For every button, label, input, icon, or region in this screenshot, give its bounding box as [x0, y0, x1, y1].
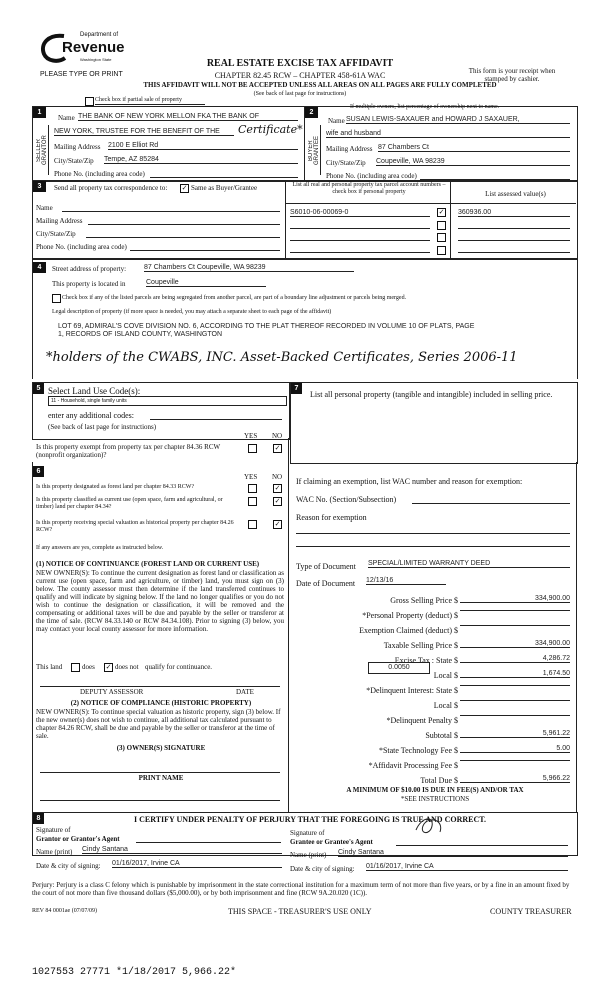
calc-row-label: Gross Selling Price $: [390, 596, 458, 605]
deputy-date-label: DATE: [236, 688, 254, 696]
q-forest-land: Is this property designated as forest land per chapter 84.33 RCW?: [36, 484, 195, 490]
parcel-number[interactable]: S6010-06-00069-0: [290, 209, 430, 217]
receipt-note: This form is your receipt when stamped by cashier.: [468, 67, 556, 83]
revenue-logo: [38, 30, 128, 70]
handwritten-legal: *holders of the CWABS, INC. Asset-Backed Certificates, Series 2006-11: [46, 350, 518, 365]
q-forest-yes[interactable]: [248, 484, 257, 493]
exemption-claim-text: If claiming an exemption, list WAC number and reason for exemption:: [296, 477, 523, 486]
calc-row-value[interactable]: 5.00: [460, 745, 570, 753]
property-street[interactable]: 87 Chambers Ct Coupeville, WA 98239: [144, 264, 354, 272]
section5-no-header: NO: [272, 432, 283, 440]
grantor-signature-line[interactable]: [136, 842, 281, 843]
calc-row-label: *Delinquent Penalty $: [386, 716, 458, 725]
dept-sub: Washington State: [80, 57, 112, 62]
dept-main: Revenue: [62, 39, 125, 56]
legal-line2: 1, RECORDS OF ISLAND COUNTY, WASHINGTON: [58, 331, 223, 338]
land-does-not-checkbox[interactable]: ✓: [105, 663, 112, 671]
grantee-agent-label: Grantee or Grantee's Agent: [290, 838, 373, 846]
section6-no-header: NO: [272, 473, 283, 481]
property-located[interactable]: Coupeville: [146, 279, 266, 287]
calc-row-value[interactable]: [460, 760, 570, 761]
buyer-city[interactable]: Coupeville, WA 98239: [376, 158, 570, 166]
street-label: Street address of property:: [52, 265, 127, 273]
seller-name-line1[interactable]: THE BANK OF NEW YORK MELLON FKA THE BANK OF: [78, 113, 298, 121]
wac-number[interactable]: [412, 503, 570, 504]
same-as-buyer-label: Same as Buyer/Grantee: [191, 184, 258, 192]
seller-address-label: Mailing Address: [54, 143, 101, 151]
seller-phone-label: Phone No. (including area code): [54, 170, 145, 178]
calc-row-value[interactable]: [460, 700, 570, 701]
seller-city-label: City/State/Zip: [54, 157, 94, 165]
same-as-buyer-checkbox[interactable]: ✓: [181, 184, 188, 192]
perjury-statement: Perjury: Perjury is a class C felony which is punishable by imprisonment in the state correctional institution for a maximum term of not more than five years, or by a fine in an amount fixed by the court of not more than five thousand dollars ($5,000.00), or by both imprisonment and fine (RCW 9A.20.020 (1C)).: [32, 881, 570, 897]
grantor-date-city[interactable]: 01/16/2017, Irvine CA: [112, 860, 282, 868]
calc-row-label: Excise Tax : State $: [394, 656, 458, 665]
calc-row: [296, 685, 574, 697]
seller-name-line2[interactable]: NEW YORK, TRUSTEE FOR THE BENEFIT OF THE: [54, 128, 234, 136]
located-label: This property is located in: [52, 280, 126, 288]
parcel-header: List all real and personal property tax parcel account numbers – check box if personal property: [292, 182, 446, 195]
partial-sale-label: Check box if partial sale of property: [95, 97, 205, 105]
form-chapter: CHAPTER 82.45 RCW – CHAPTER 458-61A WAC: [214, 71, 386, 80]
see-instructions-note: *SEE INSTRUCTIONS: [400, 795, 470, 803]
grantee-signature-line[interactable]: [396, 845, 568, 846]
q-historical: Is this property receiving special valuation as historical property per chapter 84.26 RCW?: [36, 520, 234, 533]
parcel-personal-checkbox-4[interactable]: [437, 246, 446, 255]
receipt-stamp: 1027553 27771 *1/18/2017 5,966.22*: [32, 967, 237, 978]
calc-row-value[interactable]: 1,674.50: [460, 670, 570, 678]
calc-row-value[interactable]: [460, 625, 570, 626]
buyer-phone-label: Phone No. (including area code): [326, 172, 417, 180]
q-forest-no[interactable]: ✓: [274, 484, 281, 492]
grantee-signature-mark: [410, 814, 450, 838]
buyer-side-label: BUYER GRANTEE: [308, 136, 320, 166]
grantee-sig-label: Signature of: [290, 829, 325, 837]
corr-city-label: City/State/Zip: [36, 230, 76, 238]
calc-row: [296, 610, 574, 622]
exemption-reason-label: Reason for exemption: [296, 513, 367, 522]
land-does-label: does: [82, 663, 95, 671]
qualify-label: qualify for continuance.: [145, 663, 213, 671]
calc-row-label: *Delinquent Interest: State $: [366, 686, 458, 695]
calc-row-label: Exemption Claimed (deduct) $: [359, 626, 458, 635]
grantor-agent-label: Grantor or Grantor's Agent: [36, 835, 120, 843]
land-use-see-back: (See back of last page for instructions): [48, 423, 157, 431]
notice-continuance-title: (1) NOTICE OF CONTINUANCE (FOREST LAND OR CURRENT USE): [36, 560, 260, 568]
legal-label: Legal description of property (if more space is needed, you may attach a separate sheet to each page of the affidavit): [52, 309, 332, 315]
local-rate: 0.0050: [388, 664, 410, 671]
exemption-reason-line1[interactable]: [296, 533, 570, 534]
doc-date[interactable]: 12/13/16: [366, 577, 446, 585]
corr-city[interactable]: [86, 237, 280, 238]
additional-codes-label: enter any additional codes:: [48, 411, 134, 420]
corr-address[interactable]: [88, 224, 280, 225]
section-4-number: 4: [33, 262, 46, 273]
calc-row: [296, 625, 574, 637]
rev-number: REV 84 0001ae (07/07/09): [32, 908, 98, 914]
assessed-header: List assessed value(s): [485, 190, 546, 198]
parcel-number-2[interactable]: [290, 228, 430, 229]
seller-side-label: SELLER GRANTOR: [36, 135, 48, 166]
assessed-value-2[interactable]: [458, 228, 570, 229]
corr-name-label: Name: [36, 204, 53, 212]
if-any-yes: If any answers are yes, complete as instructed below.: [36, 545, 164, 551]
section-8-number: 8: [33, 813, 44, 824]
section-3-number: 3: [33, 181, 46, 192]
calc-row-value[interactable]: [460, 610, 570, 611]
calc-row-value[interactable]: 334,900.00: [460, 640, 570, 648]
treasurer-use: THIS SPACE - TREASURER'S USE ONLY: [228, 907, 372, 916]
parcel-personal-checkbox-2[interactable]: [437, 221, 446, 230]
calc-row: [296, 655, 574, 667]
grantor-name-label: Name (print): [36, 848, 73, 856]
partial-sale-checkbox[interactable]: [85, 97, 94, 106]
buyer-address[interactable]: 87 Chambers Ct: [378, 144, 570, 152]
calc-row-label: Total Due $: [420, 776, 458, 785]
calc-row: [296, 715, 574, 727]
calc-row-label: *Affidavit Processing Fee $: [368, 761, 458, 770]
grantee-date-label: Date & city of signing:: [290, 865, 355, 873]
parcel-number-3[interactable]: [290, 240, 430, 241]
wac-label: WAC No. (Section/Subsection): [296, 495, 397, 504]
see-back-note: (See back of last page for instructions): [253, 91, 347, 97]
minimum-due-note: A MINIMUM OF $10.00 IS DUE IN FEE(S) AND/OR TAX: [346, 786, 524, 794]
corr-phone[interactable]: [130, 250, 280, 251]
seller-name-label: Name: [58, 114, 75, 122]
parcel-number-4[interactable]: [290, 252, 430, 253]
doc-date-label: Date of Document: [296, 579, 356, 588]
exempt-question: Is this property exempt from property tax per chapter 84.36 RCW (nonprofit organization)?: [36, 443, 220, 459]
doc-type[interactable]: SPECIAL/LIMITED WARRANTY DEED: [368, 560, 570, 568]
section-5-number: 5: [33, 383, 44, 394]
form-warning: THIS AFFIDAVIT WILL NOT BE ACCEPTED UNLESS ALL AREAS ON ALL PAGES ARE FULLY COMPLETED: [143, 81, 497, 89]
calc-row-value[interactable]: 5,966.22: [460, 775, 570, 783]
print-name-line[interactable]: [40, 800, 280, 801]
buyer-name-label: Name: [328, 117, 345, 125]
land-use-code[interactable]: 11 - Household, single family units: [48, 396, 287, 406]
dept-top: Department of: [80, 32, 119, 38]
corr-name[interactable]: [62, 211, 280, 212]
calc-row-value[interactable]: [460, 715, 570, 716]
assessed-value-4[interactable]: [458, 252, 570, 253]
calc-row-value[interactable]: 4,286.72: [460, 655, 570, 663]
corr-address-label: Mailing Address: [36, 217, 83, 225]
deputy-assessor-label: DEPUTY ASSESSOR: [80, 688, 144, 696]
county-treasurer: COUNTY TREASURER: [490, 907, 572, 916]
grantee-print-name[interactable]: Cindy Santana: [338, 849, 568, 857]
section-6-number: 6: [33, 466, 44, 477]
seller-handwritten-note: Certificate*: [238, 123, 303, 136]
land-use-title: Select Land Use Code(s):: [48, 386, 141, 396]
q-current-use: Is this property classified as current use (open space, farm and agricultural, or timber) land per chapter 84.34?: [36, 497, 223, 510]
buyer-name-line2[interactable]: wife and husband: [326, 130, 570, 138]
section-1-number: 1: [33, 107, 46, 118]
seller-address[interactable]: 2100 E Elliot Rd: [108, 142, 298, 150]
owner-signature-label: (3) OWNER(S) SIGNATURE: [116, 744, 206, 752]
section-6-box: [32, 462, 289, 813]
calc-row-label: Subtotal $: [425, 731, 458, 740]
calc-row-label: Local $: [433, 671, 458, 680]
multiple-owners-note: If multiple owners, list percentage of ownership next to name.: [350, 104, 500, 110]
q-historical-yes[interactable]: [248, 520, 257, 529]
notice-continuance-text: NEW OWNER(S): To continue the current designation as forest land or classification as current use (open space, farm and agriculture, or timber) land, you must sign on (3) below. The county assessor must then determine if the land transferred continues to qualify and will indicate by signing below. If the land no longer qualifies or you do not wish to continue the designation or classification, it will be removed and the compensating or additional taxes will be due and payable by the seller or transferor at the time of sale. (RCW 84.33.140 or RCW 84.34.108). Prior to signing (3) below, you may contact your local county assessor for more information.: [36, 569, 284, 633]
calc-row: [296, 730, 574, 742]
calc-row-label: Local $: [433, 701, 458, 710]
land-does-checkbox[interactable]: [71, 663, 80, 672]
parcel-personal-checkbox-3[interactable]: [437, 233, 446, 242]
section5-yes-header: YES: [244, 432, 258, 440]
buyer-address-label: Mailing Address: [326, 145, 373, 153]
section6-yes-header: YES: [244, 473, 258, 481]
please-type: PLEASE TYPE OR PRINT: [40, 71, 123, 78]
grantor-date-label: Date & city of signing:: [36, 862, 101, 870]
segregated-checkbox[interactable]: [52, 294, 61, 303]
send-correspondence-label: Send all property tax correspondence to:: [54, 184, 168, 192]
owner-signature-line[interactable]: [40, 772, 280, 773]
grantor-sig-label: Signature of: [36, 826, 71, 834]
doc-type-label: Type of Document: [296, 562, 356, 571]
additional-codes[interactable]: [150, 419, 282, 420]
seller-phone[interactable]: [150, 177, 298, 178]
notice-compliance-title: (2) NOTICE OF COMPLIANCE (HISTORIC PROPERTY): [70, 699, 252, 707]
local-rate-box[interactable]: [368, 662, 430, 674]
calc-row-value[interactable]: 5,961.22: [460, 730, 570, 738]
grantor-print-name[interactable]: Cindy Santana: [82, 846, 282, 854]
section-7-number: 7: [291, 383, 302, 394]
calc-row-label: *State Technology Fee $: [378, 746, 458, 755]
exemption-reason-line2[interactable]: [296, 546, 570, 547]
calc-row: [296, 670, 574, 682]
calc-row: [296, 595, 574, 607]
print-name-label: PRINT NAME: [138, 774, 184, 782]
assessed-value[interactable]: 360936.00: [458, 209, 570, 217]
legal-line1: LOT 69, ADMIRAL'S COVE DIVISION NO. 6, ACCORDING TO THE PLAT THEREOF RECORDED IN VOLUME 10 OF PLATS, PAGE: [58, 323, 475, 330]
calc-row-label: Taxable Selling Price $: [383, 641, 458, 650]
q-current-use-yes[interactable]: [248, 497, 257, 506]
calc-row: [296, 745, 574, 757]
seller-city[interactable]: Tempe, AZ 85284: [104, 156, 298, 164]
exempt-yes-checkbox[interactable]: [248, 444, 257, 453]
parcel-personal-checkbox-1[interactable]: ✓: [438, 208, 445, 216]
calc-row: [296, 760, 574, 772]
calc-row-label: *Personal Property (deduct) $: [362, 611, 458, 620]
q-current-use-no[interactable]: ✓: [274, 497, 281, 505]
certify-statement: I CERTIFY UNDER PENALTY OF PERJURY THAT THE FOREGOING IS TRUE AND CORRECT.: [133, 815, 486, 824]
this-land-label: This land: [36, 663, 63, 671]
corr-phone-label: Phone No. (including area code): [36, 243, 127, 251]
calc-row-value[interactable]: 334,900.00: [460, 595, 570, 603]
calc-row-value[interactable]: [460, 685, 570, 686]
q-historical-no[interactable]: ✓: [274, 520, 281, 528]
segregated-text: Check box if any of the listed parcels are being segregated from another parcel, are part of a boundary line adjustment or parcels being merged.: [62, 295, 407, 301]
land-does-not-label: does not: [115, 663, 139, 671]
notice-compliance-text: NEW OWNER(S): To continue special valuation as historic property, sign (3) below. If the new owner(s) does not wish to continue, all additional tax calculated pursuant to chapter 84.26 RCW, shall be due and payable by the seller or transferor at the time of sale.: [36, 708, 281, 740]
personal-property-text: List all personal property (tangible and intangible) included in selling price.: [310, 390, 553, 399]
exempt-no-checkbox[interactable]: ✓: [274, 444, 281, 452]
assessed-value-3[interactable]: [458, 240, 570, 241]
calc-row: [296, 700, 574, 712]
grantee-date-city[interactable]: 01/16/2017, Irvine CA: [366, 863, 568, 871]
buyer-city-label: City/State/Zip: [326, 159, 366, 167]
calc-row: [296, 640, 574, 652]
form-title: REAL ESTATE EXCISE TAX AFFIDAVIT: [206, 58, 394, 69]
section-2-number: 2: [305, 107, 318, 118]
buyer-name-line1[interactable]: SUSAN LEWIS-SAXAUER and HOWARD J SAXAUER,: [346, 116, 570, 124]
grantee-name-label: Name (print): [290, 851, 327, 859]
